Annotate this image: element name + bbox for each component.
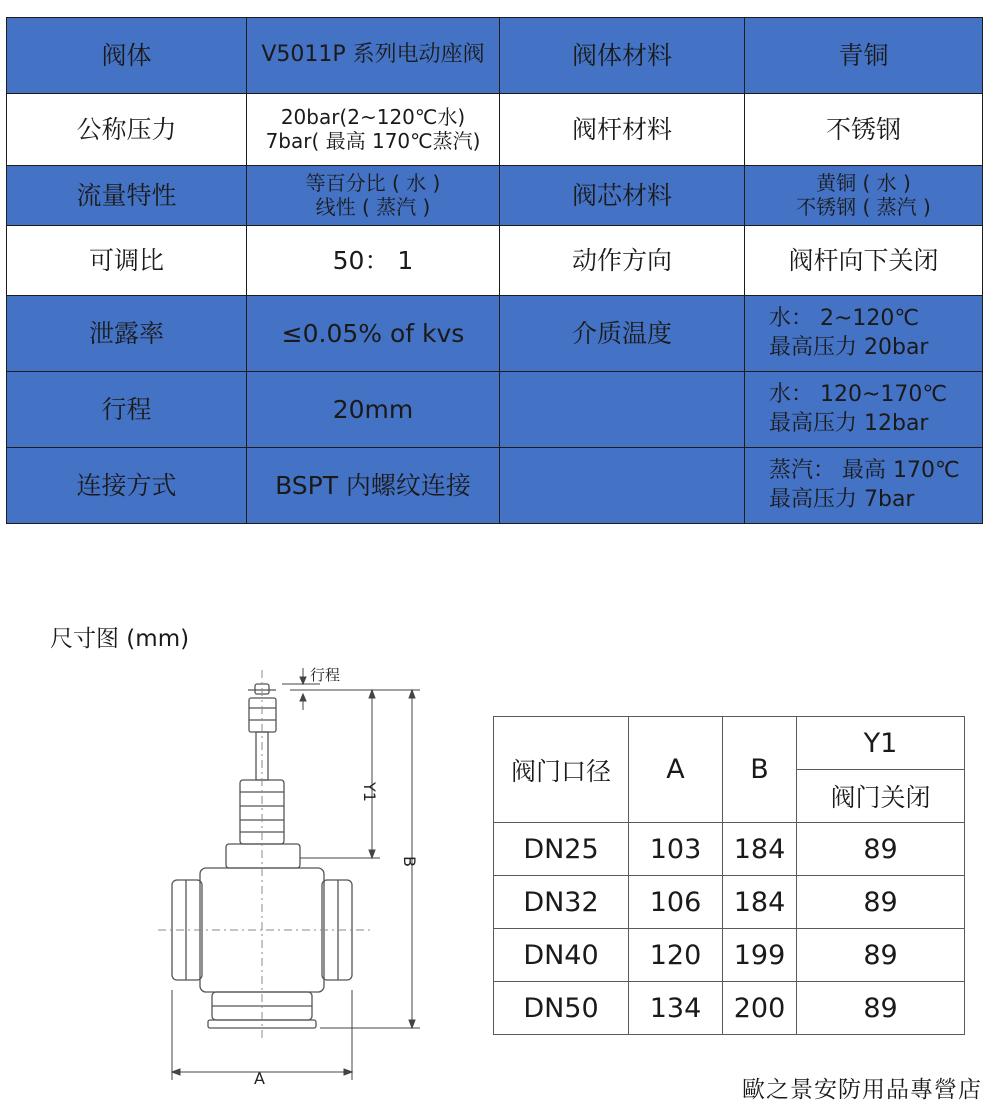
spec-row [7,226,983,296]
spec-row [7,448,983,524]
cell-y1: 89 [797,982,965,1035]
valve-dimension-drawing [150,660,470,1090]
spec-label: 阀体材料 [500,18,745,94]
spec-label: 阀体 [7,18,247,94]
spec-value [247,94,500,166]
spec-value-line: 水： 120~170℃ [769,381,948,407]
cell-dn: DN32 [494,876,629,929]
y1-label: Y1 [360,782,379,802]
table-row [494,823,965,876]
spec-label: 流量特性 [7,166,247,226]
cell-y1: 89 [797,929,965,982]
stroke-label: 行程 [310,666,341,684]
spec-row [7,296,983,372]
cell-a: 106 [629,876,723,929]
spec-value: 不锈钢 [745,94,983,166]
cell-dn: DN25 [494,823,629,876]
spec-label: 公称压力 [7,94,247,166]
cell-a: 134 [629,982,723,1035]
table-row [494,876,965,929]
cell-y1: 89 [797,876,965,929]
spec-value-line: 最高压力 12bar [769,410,929,436]
table-row [494,929,965,982]
header-y1-sub: 阀门关闭 [797,770,965,823]
b-label: B [400,856,419,867]
spec-row [7,166,983,226]
spec-table [6,17,983,524]
spec-label [500,448,745,524]
spec-value-line: 最高压力 20bar [769,334,929,360]
cell-a: 120 [629,929,723,982]
spec-value-line: 蒸汽： 最高 170℃ [769,457,960,483]
spec-value [745,372,983,448]
spec-row [7,372,983,448]
spec-value-line: 水： 2~120℃ [769,305,920,331]
cell-b: 184 [723,823,797,876]
cell-dn: DN40 [494,929,629,982]
spec-value-line: 等百分比 ( 水 ) [305,170,441,195]
spec-label: 动作方向 [500,226,745,296]
spec-value [745,448,983,524]
shop-name: 歐之景安防用品專營店 [742,1077,982,1103]
spec-label: 行程 [7,372,247,448]
spec-value-line: 不锈钢 ( 蒸汽 ) [796,194,931,219]
spec-value-line: 黄铜 ( 水 ) [816,170,911,195]
spec-value: V5011P 系列电动座阀 [247,18,500,94]
spec-value: BSPT 内螺纹连接 [247,448,500,524]
spec-row [7,94,983,166]
dimension-table [493,716,965,1035]
header-b: B [723,717,797,823]
dimension-header-row [494,717,965,770]
a-label: A [254,1069,265,1088]
spec-row [7,18,983,94]
cell-b: 200 [723,982,797,1035]
header-y1: Y1 [797,717,965,770]
spec-value-line: 线性 ( 蒸汽 ) [315,194,431,219]
spec-value: 阀杆向下关闭 [745,226,983,296]
spec-value [745,166,983,226]
spec-label: 阀芯材料 [500,166,745,226]
spec-value-line: 最高压力 7bar [769,486,915,512]
spec-label: 泄露率 [7,296,247,372]
spec-label: 连接方式 [7,448,247,524]
spec-value: ≤0.05% of kvs [247,296,500,372]
spec-value [247,166,500,226]
spec-value-line: 20bar(2~120℃水) [280,104,466,129]
spec-label: 阀杆材料 [500,94,745,166]
cell-a: 103 [629,823,723,876]
spec-value-line: 7bar( 最高 170℃蒸汽) [265,128,481,153]
spec-label [500,372,745,448]
header-diameter: 阀门口径 [494,717,629,823]
spec-label: 介质温度 [500,296,745,372]
spec-value [745,296,983,372]
dimension-title: 尺寸图 (mm) [50,626,190,652]
spec-value: 青铜 [745,18,983,94]
table-row [494,982,965,1035]
spec-value: 50： 1 [247,226,500,296]
spec-value: 20mm [247,372,500,448]
cell-dn: DN50 [494,982,629,1035]
cell-b: 199 [723,929,797,982]
cell-y1: 89 [797,823,965,876]
spec-label: 可调比 [7,226,247,296]
header-a: A [629,717,723,823]
cell-b: 184 [723,876,797,929]
